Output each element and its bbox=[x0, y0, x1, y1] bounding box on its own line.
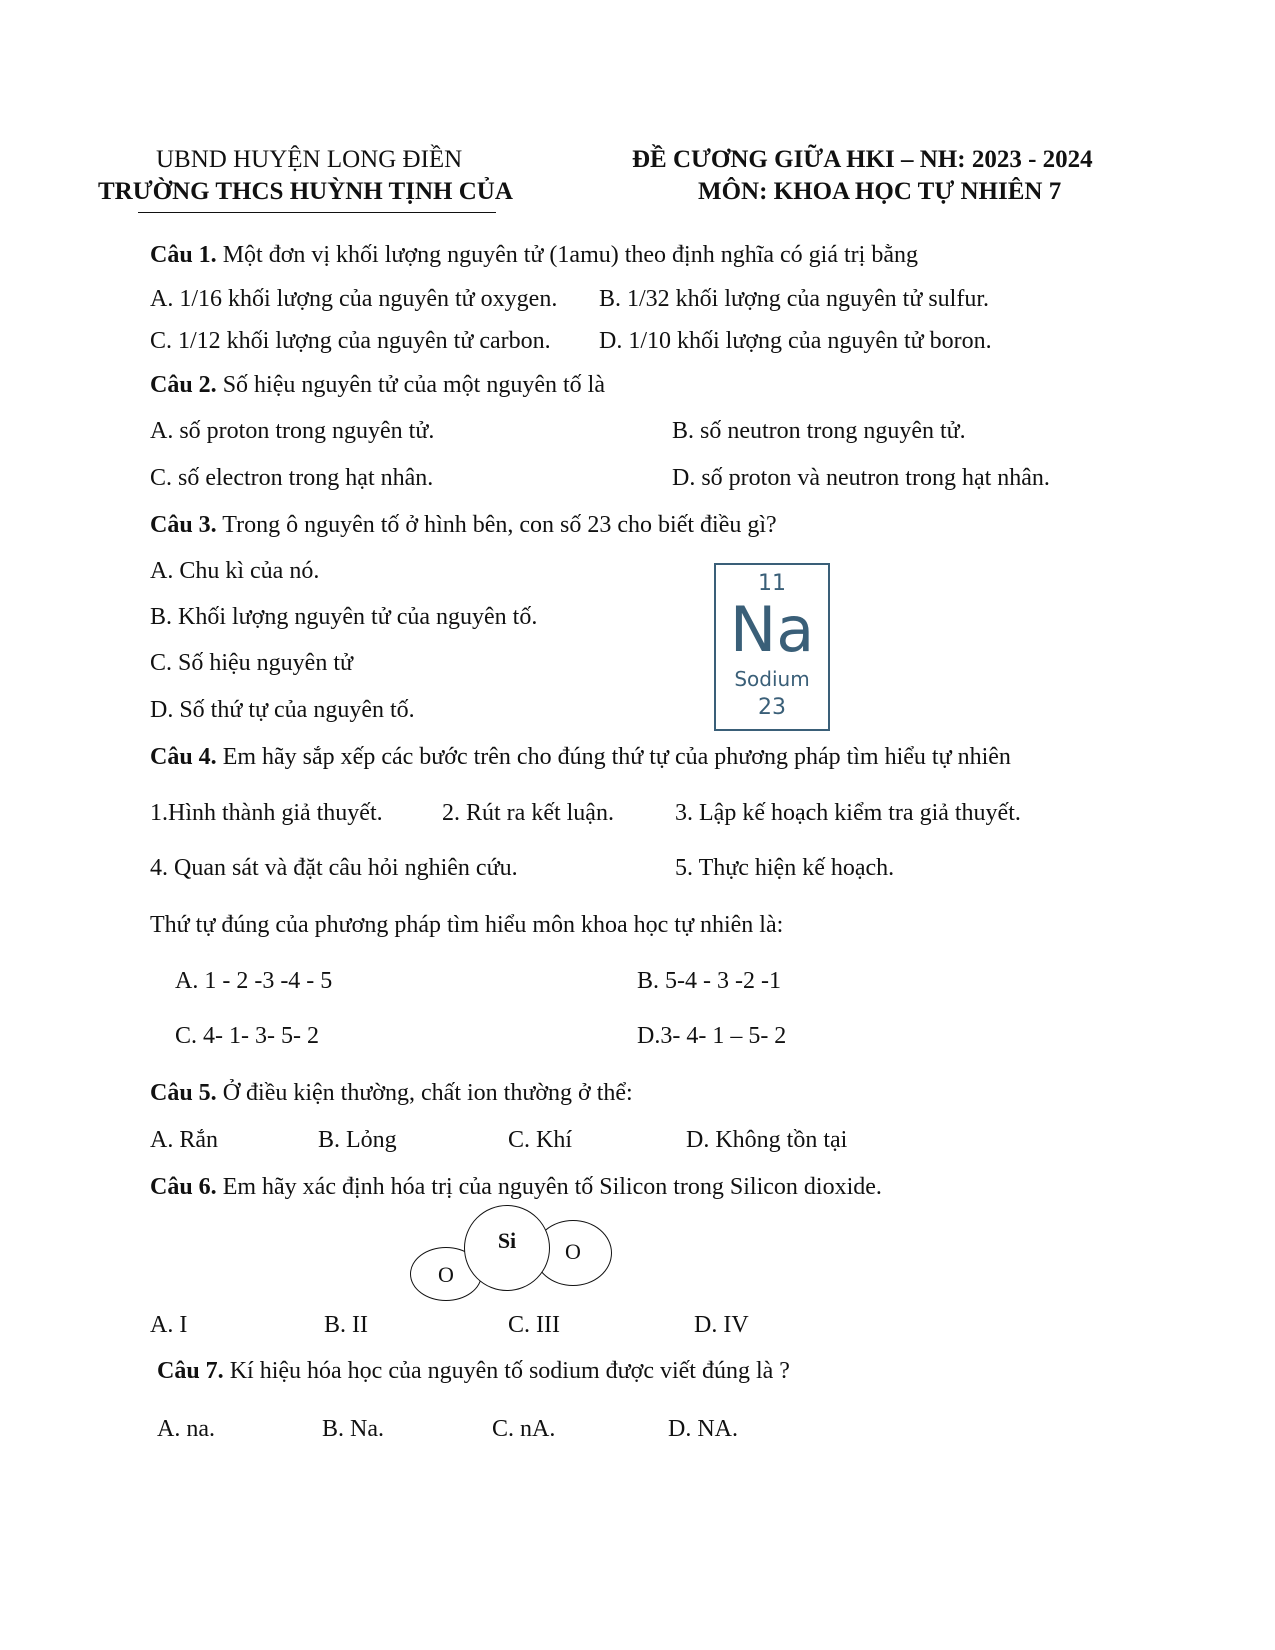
question-2 bbox=[150, 372, 605, 399]
question-label: Câu 1. bbox=[150, 242, 217, 268]
q1-option-d: D. 1/10 khối lượng của nguyên tử boron. bbox=[599, 328, 992, 354]
q4-option-a: A. 1 - 2 -3 -4 - 5 bbox=[175, 968, 333, 994]
question-label: Câu 7. bbox=[157, 1358, 224, 1384]
question-3 bbox=[150, 512, 777, 539]
question-text: Kí hiệu hóa học của nguyên tố sodium được viết đúng là ? bbox=[223, 1358, 790, 1384]
atomic-mass: 23 bbox=[758, 695, 786, 720]
question-4 bbox=[150, 744, 1011, 771]
q2-option-d: D. số proton và neutron trong hạt nhân. bbox=[672, 465, 1050, 491]
document-title: ĐỀ CƯƠNG GIỮA HKI – NH: 2023 - 2024 bbox=[632, 146, 1093, 173]
q1-option-a: A. 1/16 khối lượng của nguyên tử oxygen. bbox=[150, 286, 558, 312]
q4-question: Thứ tự đúng của phương pháp tìm hiểu môn khoa học tự nhiên là: bbox=[150, 912, 784, 938]
q2-option-a: A. số proton trong nguyên tử. bbox=[150, 418, 435, 444]
q6-option-a: A. I bbox=[150, 1312, 188, 1338]
question-text: Ở điều kiện thường, chất ion thường ở thể: bbox=[216, 1080, 633, 1106]
q2-option-b: B. số neutron trong nguyên tử. bbox=[672, 418, 966, 444]
silicon-atom: Si bbox=[464, 1205, 550, 1291]
question-label: Câu 3. bbox=[150, 512, 217, 538]
question-label: Câu 2. bbox=[150, 372, 217, 398]
question-text: Trong ô nguyên tố ở hình bên, con số 23 cho biết điều gì? bbox=[216, 512, 777, 538]
q4-option-b: B. 5-4 - 3 -2 -1 bbox=[637, 968, 781, 994]
q1-option-b: B. 1/32 khối lượng của nguyên tử sulfur. bbox=[599, 286, 990, 312]
q6-option-c: C. III bbox=[508, 1312, 560, 1338]
question-label: Câu 4. bbox=[150, 744, 217, 770]
q5-option-d: D. Không tồn tại bbox=[686, 1127, 848, 1153]
q3-option-a: A. Chu kì của nó. bbox=[150, 558, 320, 584]
oxygen-atom-left: O bbox=[410, 1247, 482, 1301]
school-name: TRƯỜNG THCS HUỲNH TỊNH CỦA bbox=[98, 178, 513, 205]
question-7 bbox=[157, 1358, 790, 1385]
q6-option-b: B. II bbox=[324, 1312, 368, 1338]
question-label: Câu 6. bbox=[150, 1174, 217, 1200]
district-name: UBND HUYỆN LONG ĐIỀN bbox=[156, 146, 463, 173]
question-text: Một đơn vị khối lượng nguyên tử (1amu) theo định nghĩa có giá trị bằng bbox=[216, 242, 918, 268]
subject-title: MÔN: KHOA HỌC TỰ NHIÊN 7 bbox=[698, 178, 1062, 205]
question-5 bbox=[150, 1080, 633, 1107]
q3-option-b: B. Khối lượng nguyên tử của nguyên tố. bbox=[150, 604, 538, 630]
element-symbol: Na bbox=[729, 593, 815, 666]
q3-option-c: C. Số hiệu nguyên tử bbox=[150, 650, 354, 676]
q5-option-c: C. Khí bbox=[508, 1127, 573, 1153]
question-text: Em hãy sắp xếp các bước trên cho đúng thứ tự của phương pháp tìm hiểu tự nhiên bbox=[216, 744, 1011, 770]
q1-option-c: C. 1/12 khối lượng của nguyên tử carbon. bbox=[150, 328, 551, 354]
element-name: Sodium bbox=[734, 667, 810, 691]
q3-option-d: D. Số thứ tự của nguyên tố. bbox=[150, 697, 415, 723]
q6-option-d: D. IV bbox=[694, 1312, 749, 1338]
q2-option-c: C. số electron trong hạt nhân. bbox=[150, 465, 434, 491]
question-1 bbox=[150, 242, 918, 269]
question-text: Số hiệu nguyên tử của một nguyên tố là bbox=[216, 372, 605, 398]
q5-option-b: B. Lỏng bbox=[318, 1127, 397, 1153]
oxygen-atom-right: O bbox=[534, 1220, 612, 1286]
q7-option-c: C. nA. bbox=[492, 1416, 556, 1442]
sio2-molecule-diagram bbox=[410, 1205, 610, 1305]
q7-option-b: B. Na. bbox=[322, 1416, 384, 1442]
header-underline bbox=[138, 212, 496, 213]
question-text: Em hãy xác định hóa trị của nguyên tố Silicon trong Silicon dioxide. bbox=[216, 1174, 882, 1200]
question-label: Câu 5. bbox=[150, 1080, 217, 1106]
q4-step-1: 1.Hình thành giả thuyết. bbox=[150, 800, 383, 826]
sodium-element-tile bbox=[714, 563, 830, 731]
q5-option-a: A. Rắn bbox=[150, 1127, 218, 1153]
q4-step-4: 4. Quan sát và đặt câu hỏi nghiên cứu. bbox=[150, 855, 518, 881]
question-6 bbox=[150, 1174, 882, 1201]
q7-option-a: A. na. bbox=[157, 1416, 215, 1442]
q4-option-c: C. 4- 1- 3- 5- 2 bbox=[175, 1023, 319, 1049]
q4-step-5: 5. Thực hiện kế hoạch. bbox=[675, 855, 895, 881]
q4-step-2: 2. Rút ra kết luận. bbox=[442, 800, 614, 826]
q4-step-3: 3. Lập kế hoạch kiểm tra giả thuyết. bbox=[675, 800, 1021, 826]
q4-option-d: D.3- 4- 1 – 5- 2 bbox=[637, 1023, 787, 1049]
q7-option-d: D. NA. bbox=[668, 1416, 738, 1442]
atomic-number: 11 bbox=[758, 571, 786, 596]
